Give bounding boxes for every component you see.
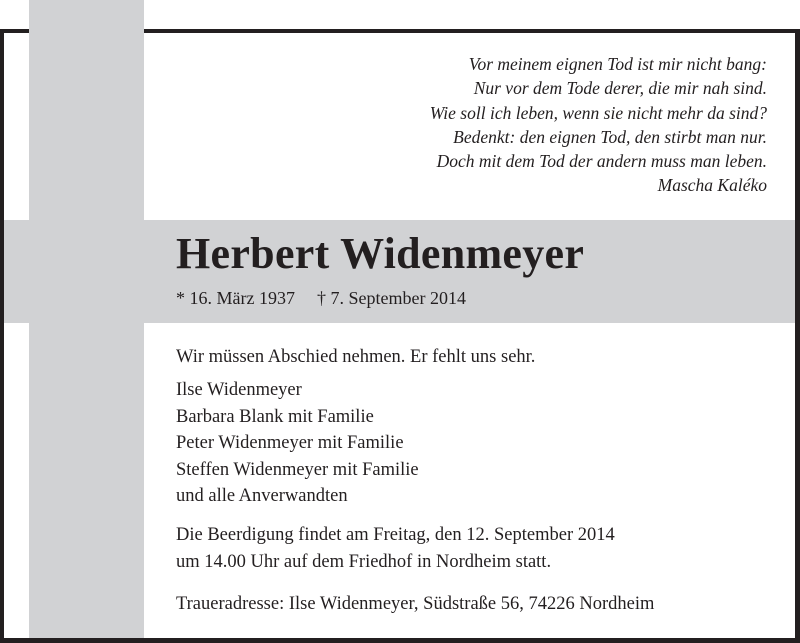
mourner-item: Steffen Widenmeyer mit Familie xyxy=(176,459,419,480)
mourners-list xyxy=(176,377,419,510)
poem-line: Wie soll ich leben, wenn sie nicht mehr da sind? xyxy=(429,102,767,123)
death-date: † 7. September 2014 xyxy=(316,288,466,308)
poem-line: Nur vor dem Tode derer, die mir nah sind. xyxy=(473,78,767,99)
poem-line: Doch mit dem Tod der andern muss man leben. xyxy=(436,151,767,172)
poem-line: Vor meinem eignen Tod ist mir nicht bang: xyxy=(468,54,767,74)
mourner-item: Ilse Widenmeyer xyxy=(176,380,302,400)
life-dates xyxy=(176,286,466,310)
mourner-item: und alle Anverwandten xyxy=(176,486,348,506)
birth-date: * 16. März 1937 xyxy=(176,288,295,308)
mourner-item: Barbara Blank mit Familie xyxy=(176,406,374,427)
mourner-item: Peter Widenmeyer mit Familie xyxy=(176,433,404,453)
funeral-line: Die Beerdigung findet am Freitag, den 12. September 2014 xyxy=(176,525,615,545)
funeral-details xyxy=(176,522,615,575)
poem-author: Mascha Kaléko xyxy=(657,175,767,196)
mourning-address: Traueradresse: Ilse Widenmeyer, Südstraße 56, 74226 Nordheim xyxy=(176,594,655,614)
poem-quote xyxy=(430,52,767,198)
funeral-line: um 14.00 Uhr auf dem Friedhof in Nordheim statt. xyxy=(176,551,552,572)
farewell-message: Wir müssen Abschied nehmen. Er fehlt uns sehr. xyxy=(176,347,536,367)
deceased-name: Herbert Widenmeyer xyxy=(176,229,585,278)
poem-line: Bedenkt: den eignen Tod, den stirbt man nur. xyxy=(453,126,767,147)
